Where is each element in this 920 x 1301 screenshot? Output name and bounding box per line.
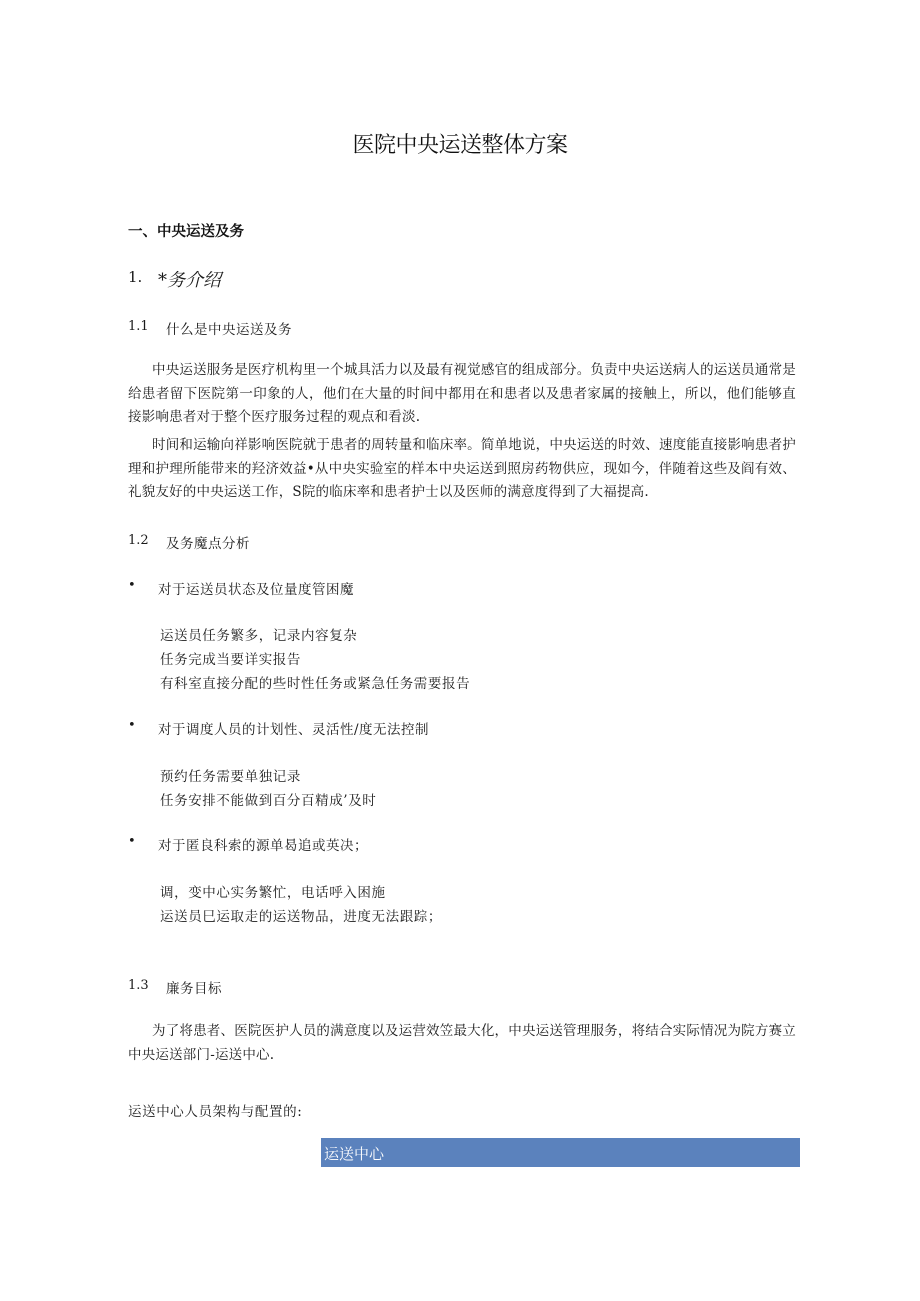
org-chart-label: 运送中心 <box>324 1145 385 1163</box>
list-item: 任务安排不能做到百分百精成’及时 <box>160 793 377 809</box>
bullet-icon: • <box>128 578 136 593</box>
bullet-heading: 对于匿良科索的源单曷追或英决； <box>158 838 368 854</box>
subsection-number: 1. <box>128 268 143 286</box>
list-item: 有科室直接分配的些时性任务或紧急任务需要报告 <box>160 676 471 692</box>
paragraph-3: 为了将患者、医院医护人员的满意度以及运营效笠最大化，中央运送管理服务，将结合实际情况为院方赛立中央运送部门-运送中心. <box>128 1023 796 1063</box>
bullet-icon: • <box>128 834 136 849</box>
heading-1-3-number: 1.3 <box>128 978 149 993</box>
heading-1-1-title: 什么是中央运送及务 <box>166 322 292 338</box>
list-item: 运送员任务繁多，记录内容复杂 <box>160 628 358 644</box>
heading-1-2-number: 1.2 <box>128 533 149 548</box>
org-intro-text: 运送中心人员架构与配置的: <box>128 1104 303 1120</box>
section-heading: 一、中央运送及务 <box>128 224 244 240</box>
paragraph-1: 中央运送服务是医疗机构里一个城具活力以及最有视觉感官的组成部分。负责中央运送病人的运送员通常是给患者留下医院第一印象的人，他们在大量的时间中都用在和患者以及患者家属的接触上，所以，他们能够直接影响患者对于整个医疗服务过程的观点和看淡. <box>128 362 796 425</box>
list-item: 预约任务需要单独记录 <box>160 769 301 785</box>
list-item: 调，变中心实务繁忙，电话呼入困施 <box>160 885 386 901</box>
bullet-heading: 对于调度人员的计划性、灵活性/度无法控制 <box>158 722 430 738</box>
heading-1-3-title: 廉务目标 <box>166 981 222 997</box>
heading-1-2-title: 及务魔点分析 <box>166 536 250 552</box>
heading-1-1-number: 1.1 <box>128 319 149 334</box>
paragraph-2: 时间和运输向祥影响医院就于患者的周转量和临床率。简单地说，中央运送的时效、速度能直接影响患者护理和护理所能带来的羟济效益•从中央实验室的样本中央运送到照房药物供应，现如今，伴随着这些及阎有效、礼貌友好的中央运送工作，S院的临床率和患者护士以及医师的满意度得到了大福提高. <box>128 437 796 500</box>
list-item: 任务完成当要详实报告 <box>160 652 301 668</box>
document-title: 医院中央运送整体方案 <box>352 133 568 158</box>
org-chart-header <box>321 1138 800 1167</box>
bullet-icon: • <box>128 718 136 733</box>
list-item: 运送员巳运取走的运送物品，进度无法跟踪； <box>160 909 442 925</box>
bullet-heading: 对于运送员状态及位量度管困魔 <box>158 582 354 598</box>
subsection-title: *务介绍 <box>158 270 221 291</box>
